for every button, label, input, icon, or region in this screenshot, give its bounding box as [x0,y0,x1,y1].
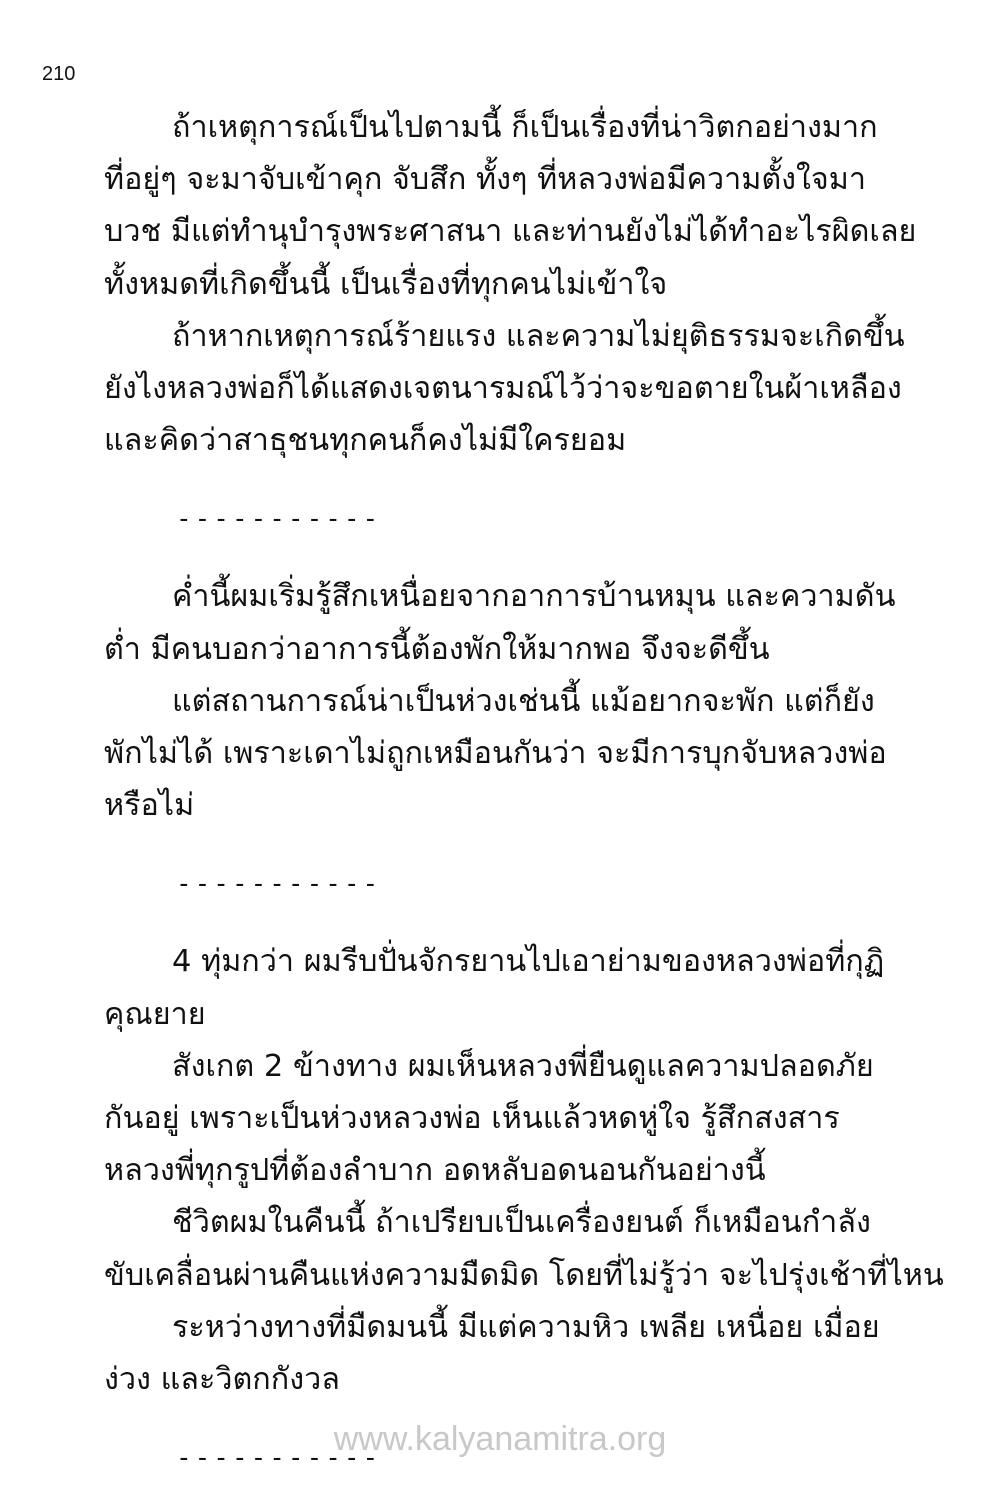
text-line: ต่ำ มีคนบอกว่าอาการนี้ต้องพักให้มากพอ จึงจะดีขึ้น [104,631,770,667]
text-line: ง่วง และวิตกกังวล [104,1362,340,1398]
text-line: บวช มีแต่ทำนุบำรุงพระศาสนา และท่านยังไม่ได้ทำอะไรผิดเลย [104,214,917,250]
paragraph-5 [104,936,885,1040]
text-line: ค่ำนี้ผมเริ่มรู้สึกเหนื่อยจากอาการบ้านหมุน และความดัน [172,579,896,615]
section-separator: ----------- [176,504,382,535]
text-line: และคิดว่าสาธุชนทุกคนก็คงไม่มีใครยอม [104,423,627,459]
text-line: ถ้าหากเหตุการณ์ร้ายแรง และความไม่ยุติธรรมจะเกิดขึ้น [172,318,905,354]
section-separator: ----------- [176,1443,382,1474]
text-line: หรือไม่ [104,788,195,824]
section-separator: ----------- [176,869,382,900]
text-line: สังเกต 2 ข้างทาง ผมเห็นหลวงพี่ยืนดูแลความปลอดภัย [172,1048,874,1084]
text-line: แต่สถานการณ์น่าเป็นห่วงเช่นนี้ แม้อยากจะพัก แต่ก็ยัง [172,683,875,719]
paragraph-6 [104,1041,874,1198]
text-line: 4 ทุ่มกว่า ผมรีบปั่นจักรยานไปเอาย่ามของหลวงพ่อที่กุฏิ [172,944,885,980]
text-line: ที่อยู่ๆ จะมาจับเข้าคุก จับสึก ทั้งๆ ที่หลวงพ่อมีความตั้งใจมา [104,162,867,198]
paragraph-3 [104,571,896,675]
text-line: ขับเคลื่อนผ่านคืนแห่งความมืดมิด โดยที่ไม่รู้ว่า จะไปรุ่งเช้าที่ไหน [104,1257,944,1293]
text-line: คุณยาย [104,996,206,1032]
paragraph-1 [104,102,917,311]
text-line: ระหว่างทางที่มืดมนนี้ มีแต่ความหิว เพลีย เหนื่อย เมื่อย [172,1309,880,1345]
watermark: www.kalyanamitra.org [333,1420,667,1458]
text-line: ยังไงหลวงพ่อก็ได้แสดงเจตนารมณ์ไว้ว่าจะขอตายในผ้าเหลือง [104,371,902,407]
text-line: พักไม่ได้ เพราะเดาไม่ถูกเหมือนกันว่า จะมีการบุกจับหลวงพ่อ [104,736,887,772]
page-number: 210 [42,63,76,85]
paragraph-8 [104,1302,880,1406]
text-line: ถ้าเหตุการณ์เป็นไปตามนี้ ก็เป็นเรื่องที่น่าวิตกอย่างมาก [172,110,878,145]
paragraph-7 [104,1197,944,1301]
paragraph-2 [104,311,905,468]
text-line: ทั้งหมดที่เกิดขึ้นนี้ เป็นเรื่องที่ทุกคนไม่เข้าใจ [104,266,668,302]
text-line: ชีวิตผมในคืนนี้ ถ้าเปรียบเป็นเครื่องยนต์ ก็เหมือนกำลัง [172,1205,871,1241]
text-line: หลวงพี่ทุกรูปที่ต้องลำบาก อดหลับอดนอนกันอย่างนี้ [104,1153,766,1189]
text-line: กันอยู่ เพราะเป็นห่วงหลวงพ่อ เห็นแล้วหดหู่ใจ รู้สึกสงสาร [104,1101,840,1137]
paragraph-4 [104,676,887,833]
body-text [104,102,944,1510]
